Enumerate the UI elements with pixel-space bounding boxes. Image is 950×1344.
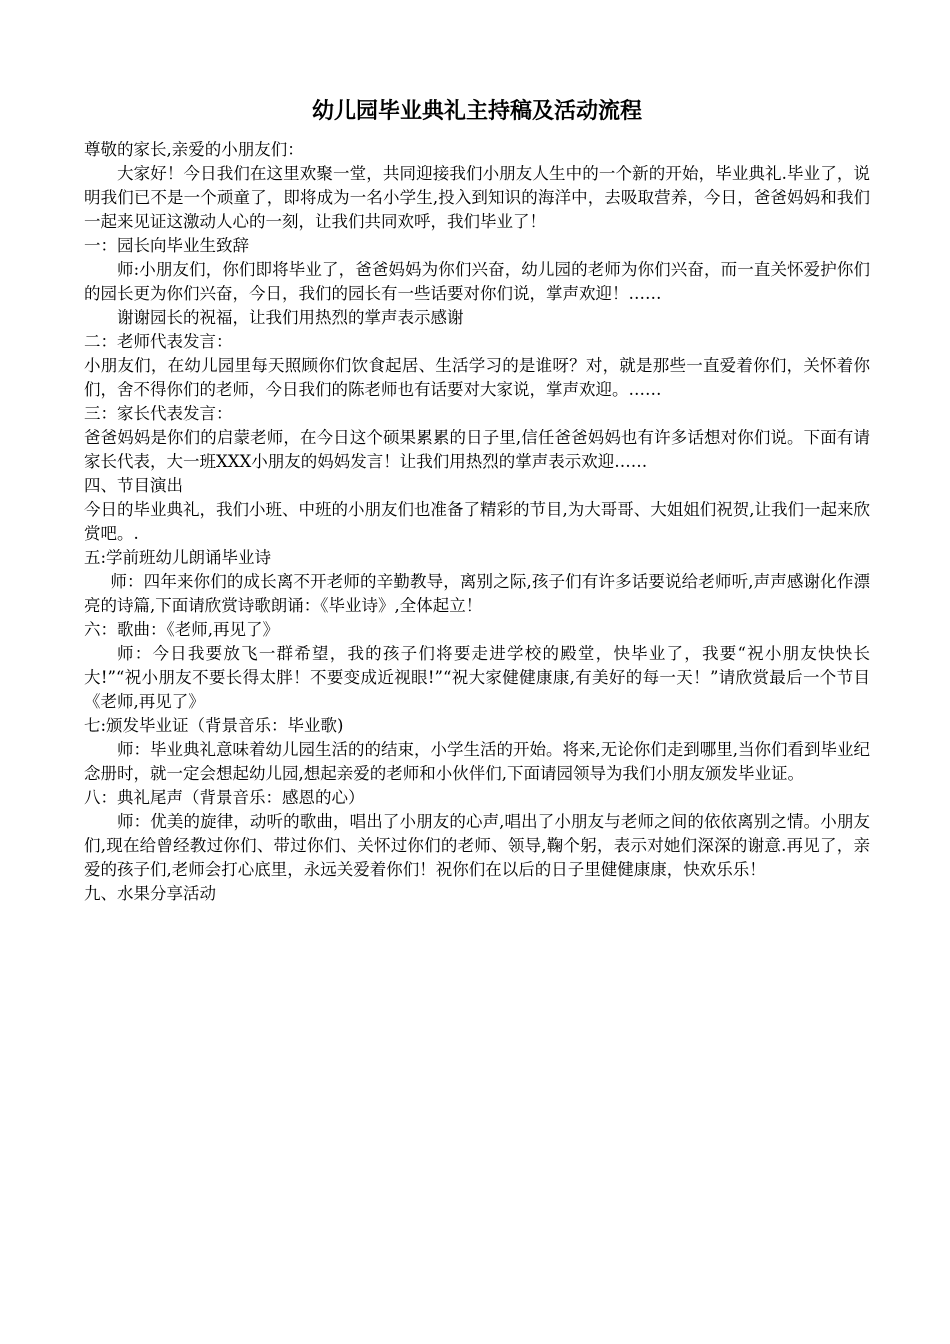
section-heading-5: 五:学前班幼儿朗诵毕业诗 — [84, 548, 272, 567]
section-heading-2: 二：老师代表发言： — [84, 332, 233, 351]
section-heading-4: 四、节目演出 — [84, 476, 183, 495]
section-4-paragraph: 今日的毕业典礼，我们小班、中班的小朋友们也准备了精彩的节目,为大哥哥、大姐姐们祝贺,让我们一起来欣赏吧。. — [84, 500, 870, 543]
section-2-paragraph: 小朋友们，在幼儿园里每天照顾你们饮食起居、生活学习的是谁呀？对，就是那些一直爱着你们，关怀着你们，舍不得你们的老师，今日我们的陈老师也有话要对大家说，掌声欢迎。…… — [84, 356, 870, 399]
section-6-paragraph: 师：今日我要放飞一群希望，我的孩子们将要走进学校的殿堂，快毕业了，我要“祝小朋友快快长大!”“祝小朋友不要长得太胖！不要变成近视眼!”“祝大家健健康康,有美好的每一天！”请欣赏最后一个节目《老师,再见了》 — [84, 644, 870, 711]
section-heading-1: 一：园长向毕业生致辞 — [84, 236, 249, 255]
document-body — [84, 138, 870, 906]
section-heading-7: 七:颁发毕业证（背景音乐：毕业歌) — [84, 716, 344, 735]
section-8-paragraph: 师：优美的旋律，动听的歌曲，唱出了小朋友的心声,唱出了小朋友与老师之间的依依离别之情。小朋友们,现在给曾经教过你们、带过你们、关怀过你们的老师、领导,鞠个躬，表示对她们深深的谢意.再见了，亲爱的孩子们,老师会打心底里，永远关爱着你们！祝你们在以后的日子里健健康康，快欢乐乐！ — [84, 812, 870, 879]
section-heading-6: 六：歌曲：《老师,再见了》 — [84, 620, 279, 639]
document-page — [84, 94, 870, 906]
section-3-paragraph: 爸爸妈妈是你们的启蒙老师，在今日这个硕果累累的日子里,信任爸爸妈妈也有许多话想对你们说。下面有请家长代表，大一班XXX小朋友的妈妈发言！让我们用热烈的掌声表示欢迎…… — [84, 428, 870, 471]
section-7-paragraph: 师：毕业典礼意味着幼儿园生活的的结束，小学生活的开始。将来,无论你们走到哪里,当你们看到毕业纪念册时，就一定会想起幼儿园,想起亲爱的老师和小伙伴们,下面请园领导为我们小朋友颁发毕业证。 — [84, 740, 870, 783]
greeting-paragraph: 尊敬的家长,亲爱的小朋友们： — [84, 140, 304, 159]
section-heading-8: 八：典礼尾声（背景音乐：感恩的心） — [84, 788, 365, 807]
opening-paragraph: 大家好！今日我们在这里欢聚一堂，共同迎接我们小朋友人生中的一个新的开始，毕业典礼.毕业了，说明我们已不是一个顽童了，即将成为一名小学生,投入到知识的海洋中，去吸取营养，今日，爸爸妈妈和我们一起来见证这激动人心的一刻，让我们共同欢呼，我们毕业了！ — [84, 164, 870, 231]
section-heading-3: 三：家长代表发言： — [84, 404, 233, 423]
section-5-paragraph: 师：四年来你们的成长离不开老师的辛勤教导，离别之际,孩子们有许多话要说给老师听,声声感谢化作漂亮的诗篇,下面请欣赏诗歌朗诵：《毕业诗》,全体起立！ — [84, 572, 870, 615]
document-title: 幼儿园毕业典礼主持稿及活动流程 — [311, 99, 642, 124]
section-1-paragraph: 师:小朋友们，你们即将毕业了，爸爸妈妈为你们兴奋，幼儿园的老师为你们兴奋，而一直关怀爱护你们的园长更为你们兴奋，今日，我们的园长有一些话要对你们说，掌声欢迎！…… — [84, 260, 870, 303]
section-1-thanks-paragraph: 谢谢园长的祝福，让我们用热烈的掌声表示感谢 — [117, 308, 464, 327]
section-heading-9: 九、水果分享活动 — [84, 884, 216, 903]
